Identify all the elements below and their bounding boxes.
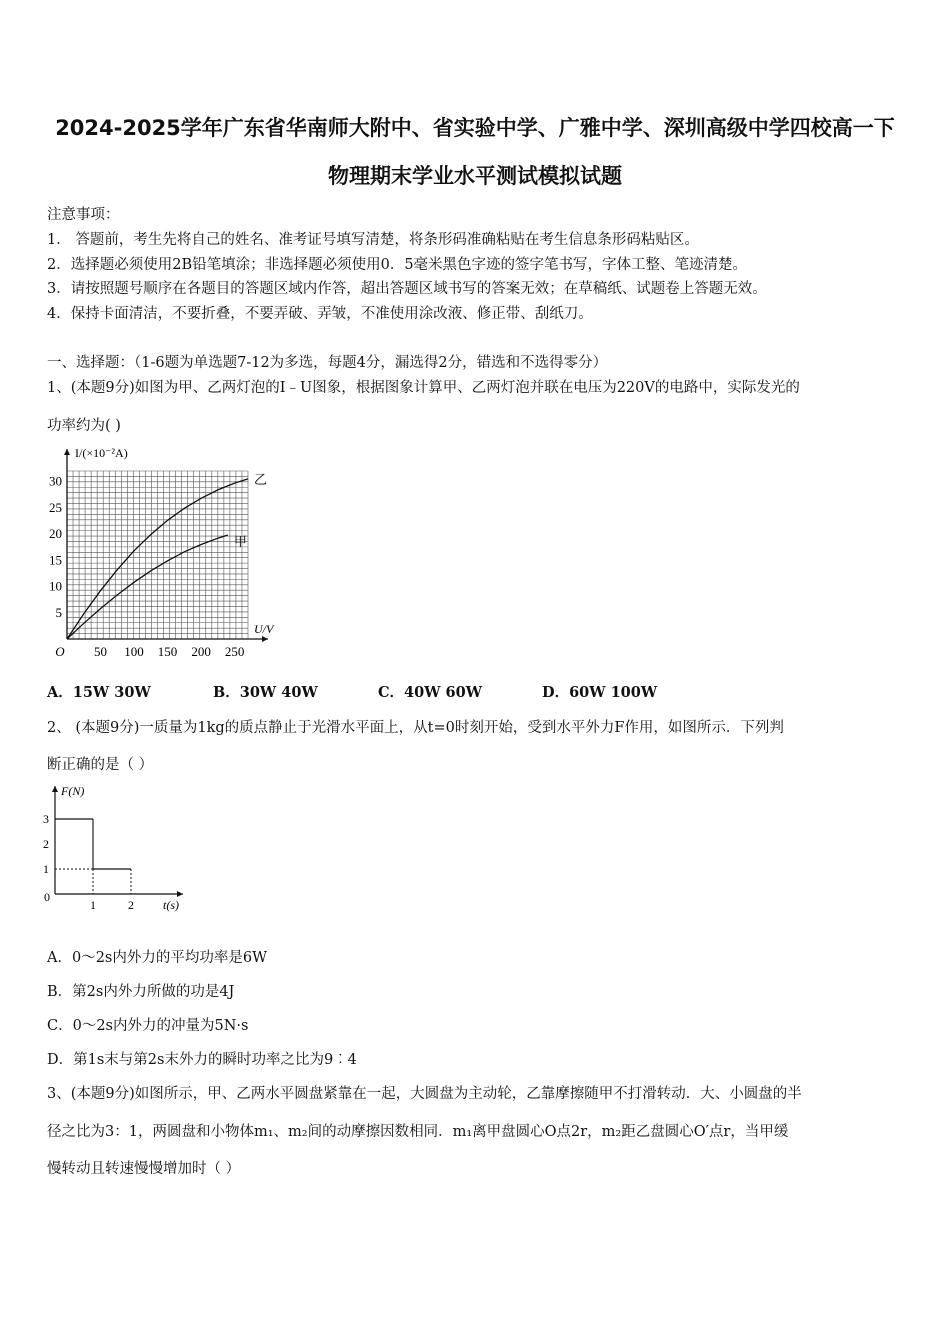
notice-item-1: 1． 答题前，考生先将自己的姓名、准考证号填写清楚，将条形码准确粘贴在考生信息条形码粘贴区。 [47, 232, 699, 248]
q2-option-d[interactable]: D．第1s末与第2s末外力的瞬时功率之比为9︰4 [47, 1052, 357, 1068]
q3-stem-line3: 慢转动且转速慢慢增加时（ ） [47, 1161, 241, 1177]
x-axis-arrow [262, 636, 268, 642]
y-axis-arrow [64, 449, 70, 455]
x-tick-label: 250 [224, 644, 245, 659]
q1-iu-chart [40, 443, 285, 663]
q2-ft-chart [40, 780, 190, 918]
x-tick-label: 50 [94, 644, 108, 659]
notice-item-2: 2．选择题必须使用2B铅笔填涂；非选择题必须使用0．5毫米黑色字迹的签字笔书写，字体工整、笔迹清楚。 [47, 257, 748, 273]
y-tick-label: 1 [43, 862, 49, 876]
q1-stem-line1: 1、(本题9分)如图为甲、乙两灯泡的I﹣U图象，根据图象计算甲、乙两灯泡并联在电压为220V的电路中，实际发光的 [47, 380, 800, 396]
x-tick-label: 2 [128, 898, 134, 912]
y-tick-label: 15 [49, 552, 62, 568]
y-tick-label: 5 [55, 604, 62, 620]
origin-label: O [55, 644, 65, 659]
y-axis-label: F(N) [61, 784, 85, 798]
q3-stem-line2: 径之比为3：1，两圆盘和小物体m₁、m₂间的动摩擦因数相同．m₁离甲盘圆心O点2r，m₂距乙盘圆心O′点r，当甲缓 [47, 1124, 789, 1140]
q1-option-c[interactable]: C．40W 60W [378, 684, 483, 701]
q2-stem-line1: 2、 (本题9分)一质量为1kg的质点静止于光滑水平面上，从t=0时刻开始，受到水平外力F作用，如图所示．下列判 [47, 720, 784, 736]
q2-option-b[interactable]: B．第2s内外力所做的功是4J [47, 984, 235, 1000]
section-heading: 一、选择题：（1-6题为单选题7-12为多选，每题4分，漏选得2分，错选和不选得零分） [47, 355, 608, 371]
q1-stem-line2: 功率约为( ) [47, 418, 121, 434]
q1-option-b[interactable]: B．30W 40W [213, 684, 318, 701]
y-tick-label: 2 [43, 837, 49, 851]
y-tick-label: 20 [49, 526, 62, 541]
x-axis-label: U/V [254, 622, 274, 636]
y-axis-label: I/(×10⁻²A) [75, 446, 128, 460]
q1-option-a[interactable]: A．15W 30W [47, 684, 151, 701]
q2-option-c[interactable]: C．0～2s内外力的冲量为5N·s [47, 1018, 249, 1034]
x-tick-label: 100 [124, 644, 144, 659]
notice-item-3: 3．请按照题号顺序在各题目的答题区域内作答，超出答题区域书写的答案无效；在草稿纸、试题卷上答题无效。 [47, 281, 767, 297]
series-label: 甲 [233, 534, 247, 550]
x-axis-label: t(s) [163, 898, 179, 912]
y-tick-label: 10 [49, 578, 62, 594]
series-label: 乙 [254, 471, 268, 487]
y-tick-label: 3 [43, 812, 49, 826]
q2-stem-line2: 断正确的是（ ） [47, 757, 154, 773]
origin-label: 0 [44, 890, 50, 904]
y-tick-label: 30 [49, 473, 62, 489]
x-axis-arrow [177, 891, 183, 897]
notice-heading: 注意事项： [47, 207, 120, 223]
y-axis-arrow [52, 786, 58, 792]
y-tick-label: 25 [49, 499, 62, 515]
notice-item-4: 4．保持卡面清洁，不要折叠，不要弄破、弄皱，不准使用涂改液、修正带、刮纸刀。 [47, 306, 593, 322]
q3-stem-line1: 3、(本题9分)如图所示，甲、乙两水平圆盘紧靠在一起，大圆盘为主动轮，乙靠摩擦随甲不打滑转动．大、小圆盘的半 [47, 1086, 802, 1102]
x-tick-label: 150 [157, 644, 178, 659]
q2-option-a[interactable]: A．0～2s内外力的平均功率是6W [47, 950, 267, 966]
x-tick-label: 1 [90, 898, 96, 912]
x-tick-label: 200 [191, 644, 211, 659]
q1-option-d[interactable]: D．60W 100W [542, 684, 658, 701]
page-title-line2: 物理期末学业水平测试模拟试题 [328, 164, 622, 188]
page-title-line1: 2024-2025学年广东省华南师大附中、省实验中学、广雅中学、深圳高级中学四校高一下 [55, 116, 895, 140]
